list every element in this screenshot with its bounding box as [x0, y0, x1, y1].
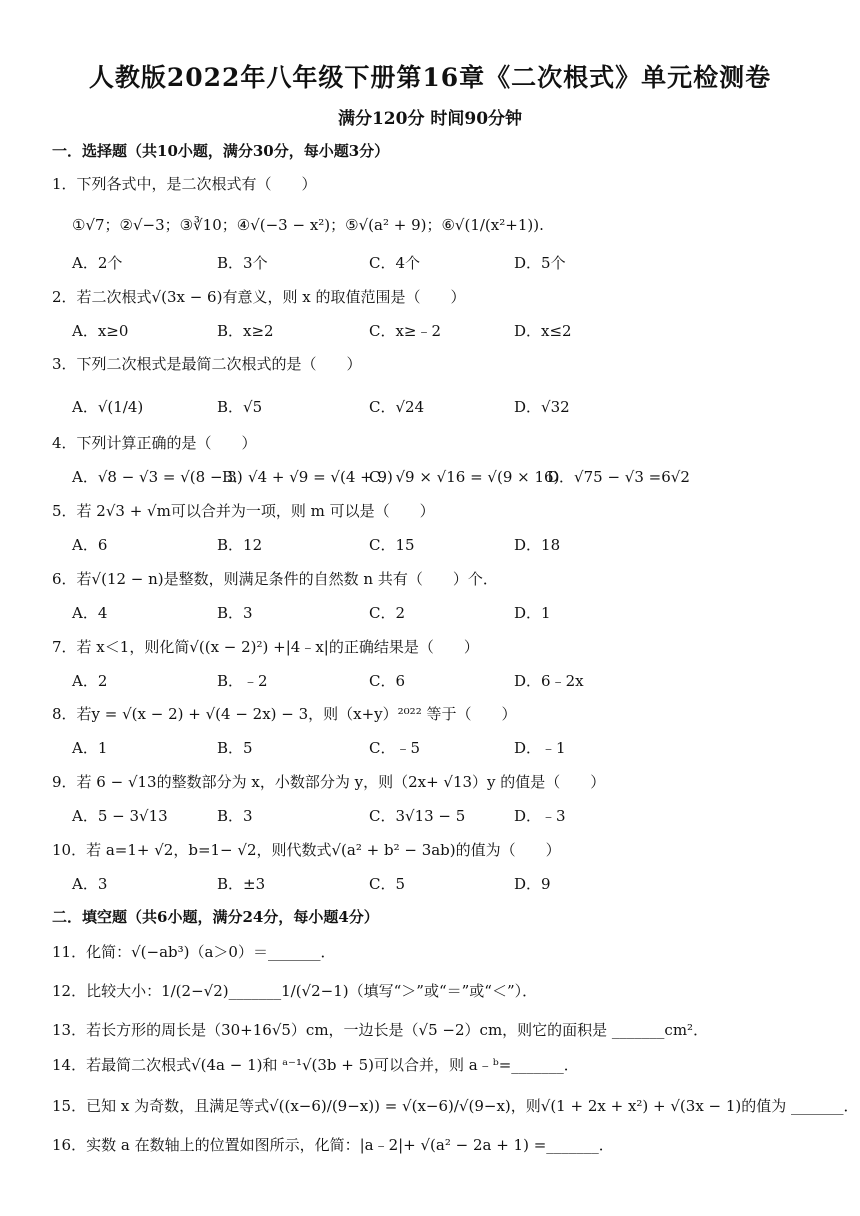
question-12-stem: 12．比较大小：1/(2−√2)_______1/(√2−1)（填写“＞”或“＝”或“＜”）． [52, 982, 538, 1000]
question-8-option-c[interactable]: C．﹣5 [369, 739, 421, 757]
question-9-option-c[interactable]: C．3√13 − 5 [369, 807, 466, 825]
question-7-option-d[interactable]: D．6﹣2x [514, 672, 584, 690]
question-2-stem: 2．若二次根式√(3x − 6)有意义，则 x 的取值范围是（ ） [52, 288, 466, 306]
question-3-stem: 3．下列二次根式是最简二次根式的是（ ） [52, 355, 362, 373]
question-2-option-c[interactable]: C．x≥﹣2 [369, 322, 442, 340]
question-4-stem: 4．下列计算正确的是（ ） [52, 434, 257, 452]
question-10-stem: 10．若 a=1+ √2，b=1− √2，则代数式√(a² + b² − 3ab)的值为（ ） [52, 841, 561, 859]
question-4-option-c[interactable]: C．√9 × √16 = √(9 × 16) [369, 468, 560, 486]
question-6-stem: 6．若√(12 − n)是整数，则满足条件的自然数 n 共有（ ）个． [52, 570, 498, 588]
question-7-stem: 7．若 x＜1，则化简√((x − 2)²) +|4﹣x|的正确结果是（ ） [52, 638, 479, 656]
question-5-stem: 5．若 2√3 + √m可以合并为一项，则 m 可以是（ ） [52, 502, 435, 520]
question-3-option-b[interactable]: B．√5 [217, 398, 263, 416]
question-2-option-d[interactable]: D．x≤2 [514, 322, 572, 340]
question-2-option-a[interactable]: A．x≥0 [72, 322, 129, 340]
section-choice-heading: 一．选择题（共10小题，满分30分，每小题3分） [52, 142, 390, 160]
question-1-expressions: ①√7；②√−3；③∛10；④√(−3 − x²)；⑤√(a² + 9)；⑥√(1/(x²+1)). [72, 216, 544, 234]
question-8-option-a[interactable]: A．1 [72, 739, 108, 757]
question-7-option-c[interactable]: C．6 [369, 672, 406, 690]
question-1-option-d[interactable]: D．5个 [514, 254, 566, 272]
question-9-option-a[interactable]: A．5 − 3√13 [72, 807, 168, 825]
question-16-stem: 16．实数 a 在数轴上的位置如图所示，化简：|a﹣2|+ √(a² − 2a + 1) =_______． [52, 1136, 614, 1154]
question-7-option-b[interactable]: B．﹣2 [217, 672, 268, 690]
question-5-option-d[interactable]: D．18 [514, 536, 561, 554]
question-5-option-c[interactable]: C．15 [369, 536, 415, 554]
question-10-option-c[interactable]: C．5 [369, 875, 406, 893]
question-4-option-b[interactable]: B．√4 + √9 = √(4 + 9) [222, 468, 393, 486]
question-9-option-d[interactable]: D．﹣3 [514, 807, 566, 825]
question-6-option-c[interactable]: C．2 [369, 604, 406, 622]
question-10-option-a[interactable]: A．3 [72, 875, 108, 893]
question-6-option-a[interactable]: A．4 [72, 604, 108, 622]
question-1-option-b[interactable]: B．3个 [217, 254, 268, 272]
question-1-stem: 1．下列各式中，是二次根式有（ ） [52, 175, 317, 193]
question-2-option-b[interactable]: B．x≥2 [217, 322, 274, 340]
question-3-option-c[interactable]: C．√24 [369, 398, 425, 416]
question-7-option-a[interactable]: A．2 [72, 672, 108, 690]
question-1-option-a[interactable]: A．2个 [72, 254, 123, 272]
question-11-stem: 11．化简：√(−ab³)（a＞0）＝_______． [52, 943, 336, 961]
question-6-option-d[interactable]: D．1 [514, 604, 551, 622]
question-3-option-a[interactable]: A．√(1/4) [72, 398, 144, 416]
section-fill-heading: 二．填空题（共6小题，满分24分，每小题4分） [52, 908, 379, 926]
question-10-option-d[interactable]: D．9 [514, 875, 551, 893]
question-3-option-d[interactable]: D．√32 [514, 398, 570, 416]
question-8-option-d[interactable]: D．﹣1 [514, 739, 566, 757]
question-1-option-c[interactable]: C．4个 [369, 254, 421, 272]
question-15-stem: 15．已知 x 为奇数，且满足等式√((x−6)/(9−x)) = √(x−6)/√(9−x)，则√(1 + 2x + x²) + √(3x − 1)的值为 _______． [52, 1097, 859, 1115]
question-5-option-b[interactable]: B．12 [217, 536, 263, 554]
question-8-stem: 8．若y = √(x − 2) + √(4 − 2x) − 3，则（x+y）²⁰²² 等于（ ） [52, 705, 517, 723]
question-10-option-b[interactable]: B．±3 [217, 875, 266, 893]
question-6-option-b[interactable]: B．3 [217, 604, 253, 622]
question-9-option-b[interactable]: B．3 [217, 807, 253, 825]
question-5-option-a[interactable]: A．6 [72, 536, 108, 554]
question-9-stem: 9．若 6 − √13的整数部分为 x，小数部分为 y，则（2x+ √13）y 的值是（ ） [52, 773, 606, 791]
question-14-stem: 14．若最简二次根式√(4a − 1)和 ᵃ⁻¹√(3b + 5)可以合并，则 a﹣ᵇ=_______． [52, 1056, 579, 1074]
exam-subtitle: 满分120分 时间90分钟 [337, 109, 523, 129]
question-4-option-a[interactable]: A．√8 − √3 = √(8 − 3) [72, 468, 243, 486]
question-8-option-b[interactable]: B．5 [217, 739, 253, 757]
exam-title: 人教版2022年八年级下册第16章《二次根式》单元检测卷 [88, 63, 772, 92]
question-4-option-d[interactable]: D．√75 − √3 =6√2 [547, 468, 690, 486]
question-13-stem: 13．若长方形的周长是（30+16√5）cm，一边长是（√5 −2）cm，则它的面积是 _______cm²． [52, 1021, 709, 1039]
